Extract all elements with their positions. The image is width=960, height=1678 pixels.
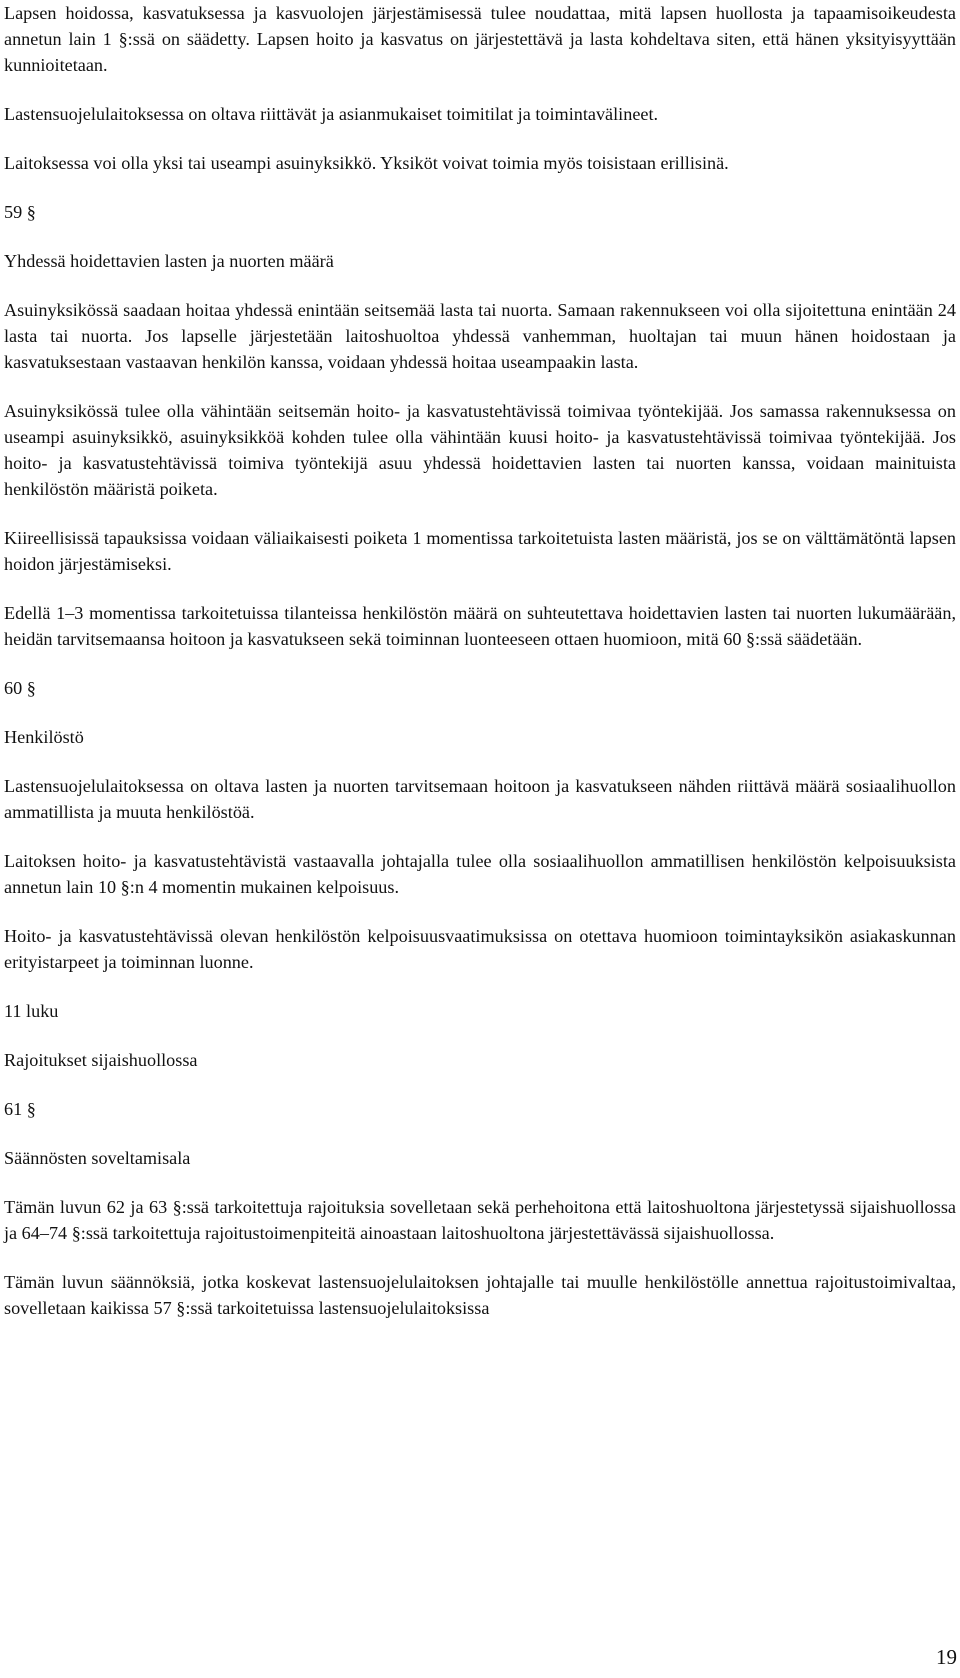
paragraph-staff-sufficiency: Lastensuojelulaitoksessa on oltava lasten ja nuorten tarvitsemaan hoitoon ja kasvatukseen nähden riittävä määrä sosiaalihuollon ammatillista ja muuta henkilöstöä. bbox=[4, 776, 956, 822]
paragraph-staff-requirements: Hoito- ja kasvatustehtävissä olevan henkilöstön kelpoisuusvaatimuksissa on otettava huomioon toimintayksikön asiakaskunnan erityistarpeet ja toiminnan luonne. bbox=[4, 926, 956, 972]
paragraph-scope-restrictions: Tämän luvun 62 ja 63 §:ssä tarkoitettuja rajoituksia sovelletaan sekä perhehoitona että laitoshuoltona järjestetyssä sijaishuollossa ja 64–74 §:ssä tarkoitettuja rajoitustoimenpiteitä ainoastaan laitoshuoltona järjestettävässä sijaishuollossa. bbox=[4, 1197, 956, 1243]
section-number-60: 60 § bbox=[4, 678, 36, 698]
paragraph-staff-proportion: Edellä 1–3 momentissa tarkoitetuissa tilanteissa henkilöstön määrä on suhteutettava hoidettavien lasten tai nuorten lukumäärään, heidän tarvitsemaansa hoitoon ja kasvatukseen sekä toiminnan luonteeseen ottaen huomioon, mitä 60 §:ssä säädetään. bbox=[4, 603, 956, 649]
chapter-title-11: Rajoitukset sijaishuollossa bbox=[4, 1050, 198, 1070]
page-number: 19 bbox=[936, 1645, 957, 1669]
paragraph-urgent-exceptions: Kiireellisissä tapauksissa voidaan väliaikaisesti poiketa 1 momentissa tarkoitetuista lasten määristä, jos se on välttämätöntä lapsen hoidon järjestämiseksi. bbox=[4, 528, 956, 574]
chapter-number-11: 11 luku bbox=[4, 1001, 59, 1021]
section-title-61: Säännösten soveltamisala bbox=[4, 1148, 191, 1168]
paragraph-facilities: Lastensuojelulaitoksessa on oltava riittävät ja asianmukaiset toimitilat ja toimintavälineet. bbox=[4, 104, 659, 124]
section-title-59: Yhdessä hoidettavien lasten ja nuorten määrä bbox=[4, 251, 334, 271]
section-number-61: 61 § bbox=[4, 1099, 36, 1119]
paragraph-residential-units: Laitoksessa voi olla yksi tai useampi asuinyksikkö. Yksiköt voivat toimia myös toisistaan erillisinä. bbox=[4, 153, 729, 173]
paragraph-staff-per-unit: Asuinyksikössä tulee olla vähintään seitsemän hoito- ja kasvatustehtävissä toimivaa työntekijää. Jos samassa rakennuksessa on useampi asuinyksikkö, asuinyksikköä kohden tulee olla vähintään kuusi hoito- ja kasvatustehtävissä toimivaa työntekijää. Jos hoito- ja kasvatustehtävissä toimiva työntekijä asuu yhdessä hoidettavien lasten tai nuorten kanssa, voidaan mainituista henkilöstön määristä poiketa. bbox=[4, 401, 956, 499]
section-title-60: Henkilöstö bbox=[4, 727, 84, 747]
paragraph-director-qualification: Laitoksen hoito- ja kasvatustehtävistä vastaavalla johtajalla tulee olla sosiaalihuollon ammatillisen henkilöstön kelpoisuuksista annetun lain 10 §:n 4 momentin mukainen kelpoisuus. bbox=[4, 851, 956, 897]
paragraph-scope-director-powers: Tämän luvun säännöksiä, jotka koskevat lastensuojelulaitoksen johtajalle tai muulle henkilöstölle annettua rajoitustoimivaltaa, sovelletaan kaikissa 57 §:ssä tarkoitetuissa lastensuojelulaitoksissa bbox=[4, 1272, 956, 1318]
document-body bbox=[4, 0, 956, 1344]
paragraph-children-per-unit: Asuinyksikössä saadaan hoitaa yhdessä enintään seitsemää lasta tai nuorta. Samaan rakennukseen voi olla sijoitettuna enintään 24 lasta tai nuorta. Jos lapselle järjestetään laitoshuoltoa yhdessä vanhemman, huoltajan tai muun hänen hoidostaan ja kasvatuksestaan vastaavan henkilön kanssa, voidaan yhdessä hoitaa useampaakin lasta. bbox=[4, 300, 956, 372]
paragraph-child-care-upbringing: Lapsen hoidossa, kasvatuksessa ja kasvuolojen järjestämisessä tulee noudattaa, mitä lapsen huollosta ja tapaamisoikeudesta annetun lain 1 §:ssä on säädetty. Lapsen hoito ja kasvatus on järjestettävä ja lasta kohdeltava siten, että hänen yksityisyyttään kunnioitetaan. bbox=[4, 3, 956, 75]
section-number-59: 59 § bbox=[4, 202, 36, 222]
